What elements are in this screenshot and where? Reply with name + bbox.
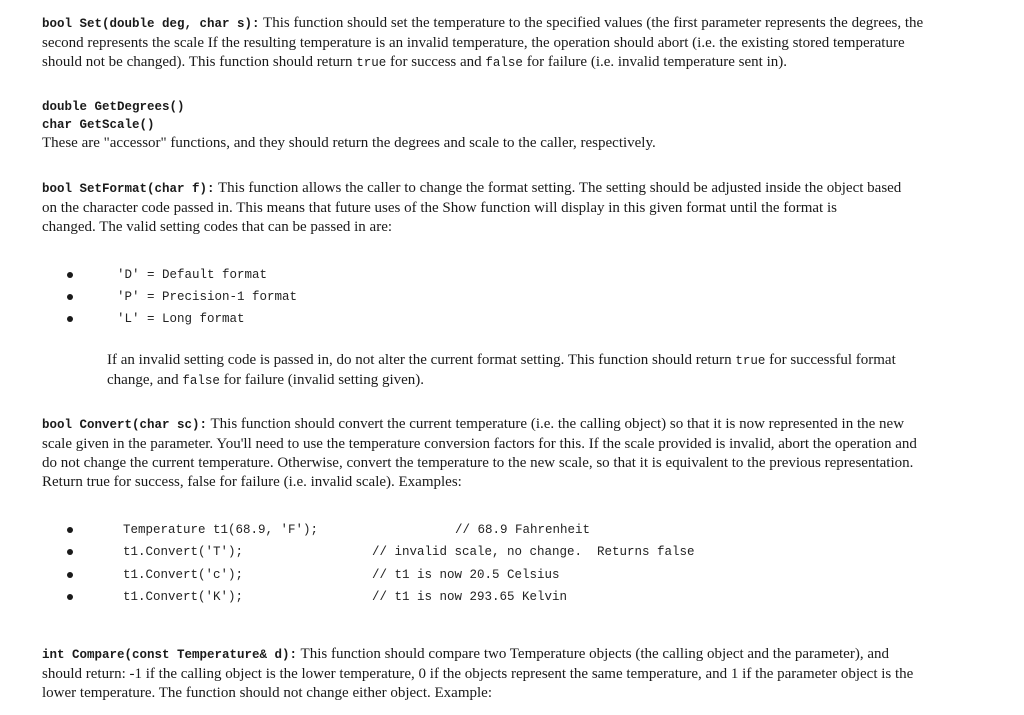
getscale-signature: char GetScale() <box>42 118 155 132</box>
list-item <box>0 564 1024 586</box>
set-line-2: second represents the scale If the resulting temperature is an invalid temperature, the operation should abort (i.e. the existing stored temperature <box>42 35 905 51</box>
convert-desc-1: This function should convert the current temperature (i.e. the calling object) so that it is now represented in the new <box>207 416 905 432</box>
list-item <box>0 264 1024 286</box>
convert-section <box>42 415 997 492</box>
set-line-1 <box>42 14 997 34</box>
compare-line-3: lower temperature. The function should not change either object. Example: <box>42 685 492 701</box>
set-signature: bool Set(double deg, char s): <box>42 17 260 31</box>
example-comment: // t1 is now 293.65 Kelvin <box>372 590 568 604</box>
note-desc-2b: for failure (invalid setting given). <box>219 372 425 388</box>
setformat-line-1 <box>42 179 997 199</box>
compare-desc-1: This function should compare two Temperature objects (the calling object and the parameter), and <box>297 646 889 662</box>
setformat-line-3: changed. The valid setting codes that can be passed in are: <box>42 219 393 235</box>
convert-signature: bool Convert(char sc): <box>42 418 208 432</box>
bullet-icon <box>67 294 73 300</box>
example-comment: // invalid scale, no change. Returns false <box>372 545 695 559</box>
format-code-precision: 'P' = Precision-1 format <box>117 290 298 304</box>
setformat-note <box>107 351 997 391</box>
bullet-icon <box>67 527 73 533</box>
accessors-desc: These are "accessor" functions, and they should return the degrees and scale to the caller, respectively. <box>42 135 656 151</box>
set-line-3 <box>42 53 997 73</box>
compare-line-2: should return: -1 if the calling object is the lower temperature, 0 if the objects represent the same temperature, and 1 if the parameter object is the <box>42 666 914 682</box>
bullet-icon <box>67 572 73 578</box>
example-code: t1.Convert('K'); <box>123 590 244 604</box>
getdegrees-signature: double GetDegrees() <box>42 100 185 114</box>
note-desc-1a: If an invalid setting code is passed in, do not alter the current format setting. This function should return <box>107 352 736 368</box>
example-code: Temperature t1(68.9, 'F'); <box>123 523 319 537</box>
set-desc-3c: for failure (i.e. invalid temperature sent in). <box>522 54 787 70</box>
compare-section <box>42 645 997 703</box>
setformat-desc-1: This function allows the caller to change the format setting. The setting should be adjusted inside the object based <box>214 180 902 196</box>
note-desc-1b: for successful format <box>765 352 896 368</box>
compare-signature: int Compare(const Temperature& d): <box>42 648 298 662</box>
list-item <box>0 586 1024 608</box>
set-section <box>42 14 997 73</box>
convert-line-1 <box>42 415 997 435</box>
set-desc-3a: should not be changed). This function should return <box>42 54 357 70</box>
set-desc-3b: for success and <box>386 54 486 70</box>
list-item <box>0 519 1024 541</box>
accessors-section <box>42 98 997 153</box>
list-item <box>0 541 1024 563</box>
setformat-section <box>42 179 997 237</box>
format-code-default: 'D' = Default format <box>117 268 268 282</box>
bullet-icon <box>67 549 73 555</box>
note-desc-2a: change, and <box>107 372 183 388</box>
format-code-long: 'L' = Long format <box>117 312 245 326</box>
example-code: t1.Convert('T'); <box>123 545 244 559</box>
note-line-2 <box>107 371 997 391</box>
example-comment: // 68.9 Fahrenheit <box>455 523 591 537</box>
example-comment: // t1 is now 20.5 Celsius <box>372 568 560 582</box>
compare-line-1 <box>42 645 997 665</box>
note-true-keyword: true <box>735 354 766 368</box>
set-true-keyword: true <box>356 56 387 70</box>
bullet-icon <box>67 272 73 278</box>
list-item <box>0 286 1024 308</box>
set-false-keyword: false <box>485 56 523 70</box>
example-code: t1.Convert('c'); <box>123 568 244 582</box>
bullet-icon <box>67 316 73 322</box>
setformat-line-2: on the character code passed in. This means that future uses of the Show function will display in this given format until the format is <box>42 200 837 216</box>
setformat-signature: bool SetFormat(char f): <box>42 182 215 196</box>
note-false-keyword: false <box>182 374 220 388</box>
list-item <box>0 308 1024 330</box>
set-desc-1: This function should set the temperature to the specified values (the first parameter represents the degrees, the <box>259 15 924 31</box>
note-line-1 <box>107 351 997 371</box>
convert-line-4: Return true for success, false for failure (i.e. invalid scale). Examples: <box>42 474 462 490</box>
convert-line-3: do not change the current temperature. Otherwise, convert the temperature to the new scale, so that it is equivalent to the previous representation. <box>42 455 914 471</box>
bullet-icon <box>67 594 73 600</box>
convert-line-2: scale given in the parameter. You'll need to use the temperature conversion factors for this. If the scale provided is invalid, abort the operation and <box>42 436 917 452</box>
